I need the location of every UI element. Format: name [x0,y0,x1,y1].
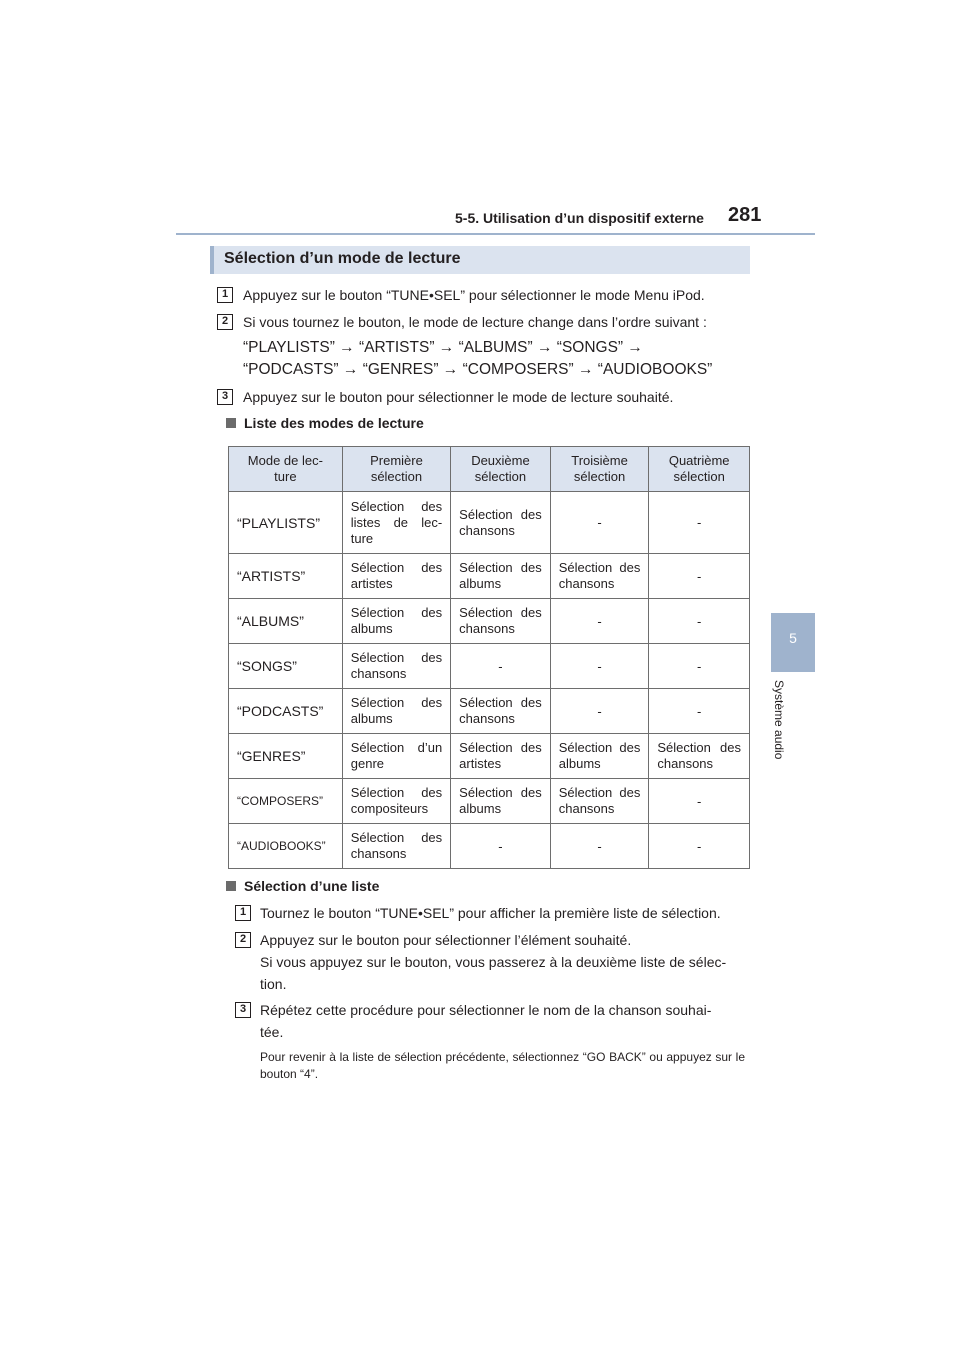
modes-list-heading-text: Liste des modes de lecture [244,415,424,431]
selection-cell: Sélection des chansons [451,689,551,734]
selection-cell: Sélection des chansons [550,779,649,824]
mode-cell: “PODCASTS” [229,689,343,734]
table-row [229,689,750,734]
step-text: Appuyez sur le bouton pour sélectionner le mode de lecture souhaité. [243,389,674,405]
bullet-square-icon [226,418,236,428]
header-divider [176,233,815,235]
chapter-number: 5 [789,630,797,646]
selection-cell: Sélection des artistes [451,734,551,779]
mode-cell: “PLAYLISTS” [229,492,343,554]
chapter-label-text: Système audio [772,680,786,760]
section-heading [210,246,750,274]
table-row [229,599,750,644]
selection-cell: Sélection d’un genre [342,734,450,779]
selection-cell: - [649,824,750,869]
selection-cell: Sélection des listes de lec-ture [342,492,450,554]
step-number: 1 [217,287,233,303]
step-text: tée. [260,1024,284,1040]
mode-sequence: “PODCASTS” → “GENRES” → “COMPOSERS” → “AUDIOBOOKS” [243,361,713,378]
table-row [229,492,750,554]
selection-cell: - [550,824,649,869]
step-text: Appuyez sur le bouton pour sélectionner l’élément souhaité. [260,932,632,948]
selection-cell: Sélection des albums [342,599,450,644]
modes-list-heading [226,415,424,431]
selection-cell: Sélection des artistes [342,554,450,599]
section-title: Sélection d’un mode de lecture [224,250,461,267]
table-header-cell: Première sélection [342,447,450,492]
table-header-cell: Deuxième sélection [451,447,551,492]
step-text: Si vous appuyez sur le bouton, vous passerez à la deuxième liste de sélec- [260,954,727,970]
list-selection-heading [226,878,379,894]
selection-cell: - [550,492,649,554]
selection-cell: Sélection des chansons [342,644,450,689]
table-header-cell: Mode de lec- ture [229,447,343,492]
table-row [229,824,750,869]
selection-cell: Sélection des albums [550,734,649,779]
step-text: Appuyez sur le bouton “TUNE•SEL” pour sélectionner le mode Menu iPod. [243,287,705,303]
step-number: 2 [217,314,233,330]
step-number: 3 [217,389,233,405]
step-number: 2 [235,932,251,948]
selection-cell: - [550,689,649,734]
chapter-label [766,680,796,790]
table-header-cell: Quatrième sélection [649,447,750,492]
selection-cell: - [649,689,750,734]
step-text: tion. [260,976,287,992]
table-row [229,779,750,824]
running-header: 5-5. Utilisation d’un dispositif externe [455,210,704,226]
note-text: Pour revenir à la liste de sélection précédente, sélectionnez “GO BACK” ou appuyez sur le bouton “4”. [260,1050,745,1081]
table-row [229,644,750,689]
selection-cell: Sélection des albums [342,689,450,734]
selection-cell: - [451,824,551,869]
chapter-tab [771,613,815,672]
list-selection-heading-text: Sélection d’une liste [244,878,380,894]
mode-sequence: “PLAYLISTS” → “ARTISTS” → “ALBUMS” → “SONGS” → [243,339,643,356]
selection-cell: - [649,599,750,644]
mode-cell: “ALBUMS” [229,599,343,644]
mode-cell: “AUDIOBOOKS” [229,824,343,869]
mode-cell: “GENRES” [229,734,343,779]
table-header-row [229,447,750,492]
table-header-cell: Troisième sélection [550,447,649,492]
selection-cell: Sélection des albums [451,554,551,599]
step-text: Tournez le bouton “TUNE•SEL” pour afficher la première liste de sélection. [260,905,721,921]
selection-cell: Sélection des albums [451,779,551,824]
step-text: Si vous tournez le bouton, le mode de lecture change dans l’ordre suivant : [243,314,707,330]
step-text: Répétez cette procédure pour sélectionner le nom de la chanson souhai- [260,1002,712,1018]
selection-cell: - [649,644,750,689]
table-row [229,554,750,599]
selection-cell: Sélection des chansons [451,599,551,644]
page-number: 281 [728,204,762,226]
step-number: 3 [235,1002,251,1018]
bullet-square-icon [226,881,236,891]
selection-cell: Sélection des chansons [550,554,649,599]
modes-table [228,446,750,869]
selection-cell: Sélection des chansons [342,824,450,869]
selection-cell: Sélection des chansons [451,492,551,554]
selection-cell: Sélection des chansons [649,734,750,779]
selection-cell: - [550,644,649,689]
selection-cell: - [451,644,551,689]
selection-cell: Sélection des compositeurs [342,779,450,824]
mode-cell: “COMPOSERS” [229,779,343,824]
mode-cell: “ARTISTS” [229,554,343,599]
selection-cell: - [649,492,750,554]
selection-cell: - [649,554,750,599]
step-number: 1 [235,905,251,921]
selection-cell: - [550,599,649,644]
mode-cell: “SONGS” [229,644,343,689]
selection-cell: - [649,779,750,824]
table-row [229,734,750,779]
